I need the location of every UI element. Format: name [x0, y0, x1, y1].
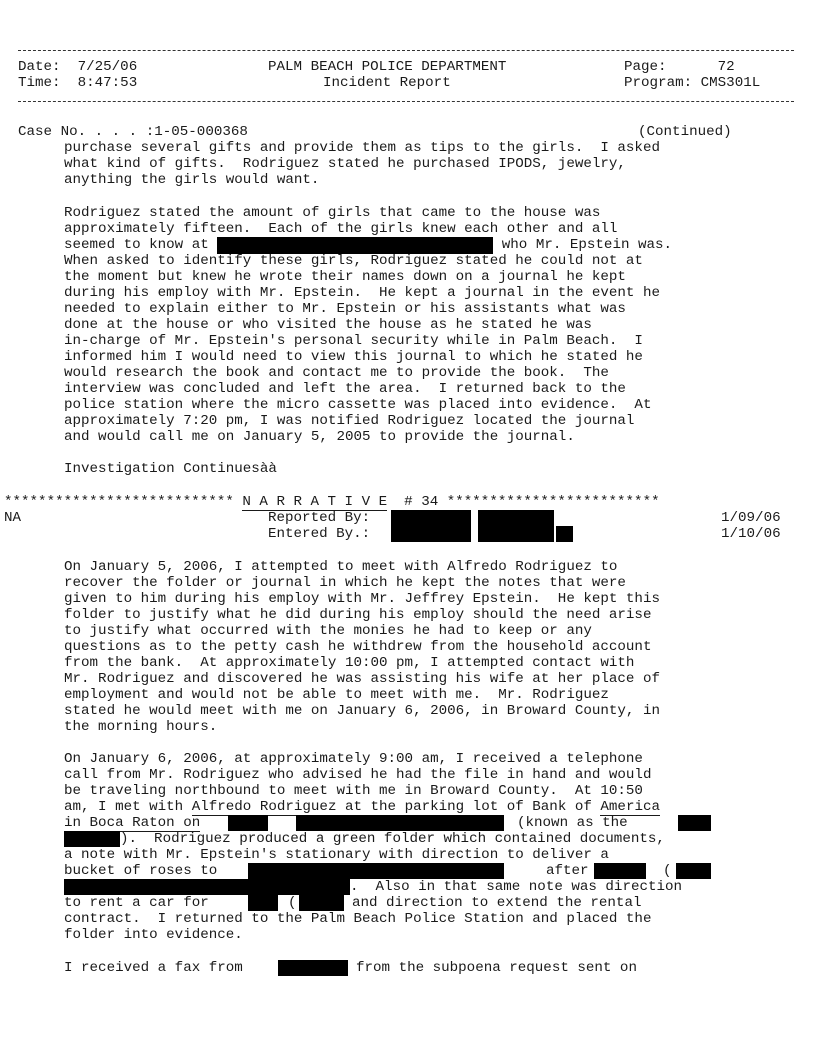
- redaction-block: [299, 895, 344, 911]
- redaction-block: [296, 815, 504, 831]
- para4-line: call from Mr. Rodriguez who advised he had the file in hand and would: [64, 767, 652, 783]
- para4-line: in Boca Raton on: [64, 815, 201, 831]
- para3-line: stated he would meet with me on January 6, 2006, in Broward County, in: [64, 703, 660, 719]
- redaction-block: [391, 510, 471, 542]
- para4-line: a note with Mr. Epstein's stationary with direction to deliver a: [64, 847, 609, 863]
- para4-line: am, I met with Alfredo Rodriguez at the parking lot of Bank of America: [64, 799, 661, 815]
- para2-line: approximately fifteen. Each of the girls knew each other and all: [64, 221, 618, 237]
- para2-line: informed him I would need to view this journal to which he stated he: [64, 349, 643, 365]
- para3-line: employment and would not be able to meet with me. Mr. Rodriguez: [64, 687, 609, 703]
- reported-by-label: Reported By:: [268, 510, 371, 526]
- para3-line: folder to justify what he did during his employ should the need arise: [64, 607, 652, 623]
- redaction-block: [248, 895, 278, 911]
- para5-line: from the subpoena request sent on: [356, 960, 637, 976]
- header-date: Date: 7/25/06: [18, 59, 138, 75]
- header-top-rule: [18, 50, 794, 51]
- para4-line: (: [663, 863, 672, 879]
- para2-line: during his employ with Mr. Epstein. He kept a journal in the event he: [64, 285, 660, 301]
- para2-line: interview was concluded and left the area. I returned back to the: [64, 381, 626, 397]
- redaction-block: [594, 863, 646, 879]
- para4-line: ). Rodriguez produced a green folder which contained documents,: [120, 831, 665, 847]
- redaction-block: [278, 960, 348, 976]
- investigation-continues: Investigation Continuesàà: [64, 461, 277, 477]
- header-page: Page: 72: [624, 59, 735, 75]
- para2-line: done at the house or who visited the house as he stated he was: [64, 317, 592, 333]
- redaction-block: [228, 815, 268, 831]
- redaction-block: [478, 510, 554, 542]
- narrative-banner: *************************** N A R R A T I V E # 34 *************************: [4, 494, 660, 510]
- entered-date: 1/10/06: [721, 526, 781, 542]
- reported-date: 1/09/06: [721, 510, 781, 526]
- redaction-block: [64, 831, 120, 847]
- para3-line: Mr. Rodriguez and discovered he was assisting his wife at her place of: [64, 671, 660, 687]
- para1-line: what kind of gifts. Rodriguez stated he purchased IPODS, jewelry,: [64, 156, 626, 172]
- continued-label: (Continued): [638, 124, 732, 140]
- redaction-block: [678, 815, 711, 831]
- redaction-block: [676, 863, 711, 879]
- para1-line: purchase several gifts and provide them as tips to the girls. I asked: [64, 140, 660, 156]
- redaction-block: [556, 526, 573, 542]
- para3-line: recover the folder or journal in which he kept the notes that were: [64, 575, 626, 591]
- para4-line: contract. I returned to the Palm Beach Police Station and placed the: [64, 911, 652, 927]
- para2-line: needed to explain either to Mr. Epstein or his assistants what was: [64, 301, 626, 317]
- redaction-block: [248, 863, 504, 879]
- para2-line: seemed to know at who Mr. Epstein was.: [64, 237, 673, 253]
- narrative-na: NA: [4, 510, 22, 526]
- para4-line: folder into evidence.: [64, 927, 243, 943]
- para2-line: would research the book and contact me to provide the book. The: [64, 365, 609, 381]
- para4-line: after: [546, 863, 589, 879]
- redaction-block: [64, 879, 350, 895]
- para2-line: and would call me on January 5, 2005 to provide the journal.: [64, 429, 575, 445]
- para4-line: be traveling northbound to meet with me in Broward County. At 10:50: [64, 783, 643, 799]
- para2-line: Rodriguez stated the amount of girls that came to the house was: [64, 205, 601, 221]
- para4-line: bucket of roses to: [64, 863, 218, 879]
- para4-line: (known as the: [517, 815, 628, 831]
- header-bottom-rule: [18, 101, 794, 102]
- para2-line: When asked to identify these girls, Rodriguez stated he could not at: [64, 253, 643, 269]
- para4-line: and direction to extend the rental: [352, 895, 642, 911]
- redaction-block: [217, 237, 493, 254]
- para5-line: I received a fax from: [64, 960, 243, 976]
- para3-line: questions as to the petty cash he withdrew from the household account: [64, 639, 652, 655]
- para4-line: (: [288, 895, 297, 911]
- report-type: Incident Report: [323, 75, 451, 91]
- department-name: PALM BEACH POLICE DEPARTMENT: [268, 59, 507, 75]
- para3-line: to justify what occurred with the monies he had to keep or any: [64, 623, 592, 639]
- para2-line: in-charge of Mr. Epstein's personal security while in Palm Beach. I: [64, 333, 643, 349]
- para3-line: On January 5, 2006, I attempted to meet with Alfredo Rodriguez to: [64, 559, 618, 575]
- header-program: Program: CMS301L: [624, 75, 761, 91]
- para4-line: . Also in that same note was direction: [350, 879, 683, 895]
- para4-line: to rent a car for: [64, 895, 209, 911]
- header-time: Time: 8:47:53: [18, 75, 138, 91]
- para2-line: the moment but knew he wrote their names down on a journal he kept: [64, 269, 626, 285]
- case-number: Case No. . . . :1-05-000368: [18, 124, 248, 140]
- entered-by-label: Entered By.:: [268, 526, 371, 542]
- para3-line: given to him during his employ with Mr. Jeffrey Epstein. He kept this: [64, 591, 660, 607]
- para2-line: police station where the micro cassette was placed into evidence. At: [64, 397, 652, 413]
- para4-line: On January 6, 2006, at approximately 9:00 am, I received a telephone: [64, 751, 643, 767]
- para3-line: the morning hours.: [64, 719, 218, 735]
- para1-line: anything the girls would want.: [64, 172, 320, 188]
- para3-line: from the bank. At approximately 10:00 pm, I attempted contact with: [64, 655, 635, 671]
- para2-line: approximately 7:20 pm, I was notified Rodriguez located the journal: [64, 413, 635, 429]
